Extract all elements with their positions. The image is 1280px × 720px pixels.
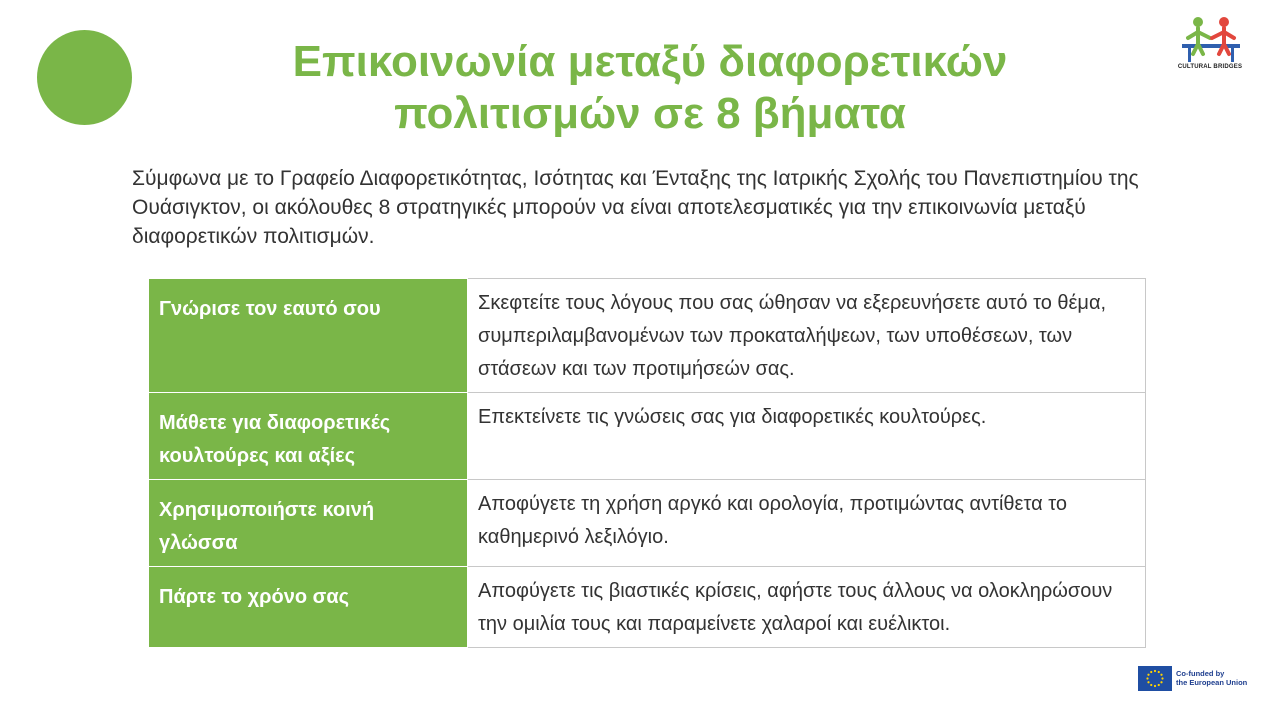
intro-paragraph: Σύμφωνα με το Γραφείο Διαφορετικότητας, Ισότητας και Ένταξης της Ιατρικής Σχολής του Πανεπιστημίου της Ουάσιγκτον, οι ακόλουθες 8 στρατηγικές μπορούν να είναι αποτελεσματικές για την επικοινωνία μεταξύ διαφορετικών πολιτισμών. xyxy=(132,167,1139,248)
eu-flag-icon xyxy=(1138,666,1172,691)
page-title xyxy=(180,36,1120,140)
strategy-description: Σκεφτείτε τους λόγους που σας ώθησαν να εξερευνήσετε αυτό το θέμα, συμπεριλαμβανομένων των προκαταλήψεων, των υποθέσεων, των στάσεων και των προτιμήσεών σας. xyxy=(468,279,1146,393)
eu-badge-line-1: Co-funded by xyxy=(1176,669,1225,678)
cultural-bridges-logo xyxy=(1172,14,1248,76)
strategy-label: Πάρτε το χρόνο σας xyxy=(149,567,468,648)
strategy-label: Χρησιμοποιήστε κοινή γλώσσα xyxy=(149,480,468,567)
strategy-description: Αποφύγετε τη χρήση αργκό και ορολογία, προτιμώντας αντίθετα το καθημερινό λεξιλόγιο. xyxy=(468,480,1146,567)
table-row xyxy=(149,480,1146,567)
cultural-bridges-icon xyxy=(1172,14,1248,64)
table-row xyxy=(149,393,1146,480)
page-title-line-1: Επικοινωνία μεταξύ διαφορετικών xyxy=(292,37,1008,86)
table-row xyxy=(149,567,1146,648)
page-title-line-2: πολιτισμών σε 8 βήματα xyxy=(394,89,906,138)
eu-badge-line-2: the European Union xyxy=(1176,678,1248,687)
eu-cofunded-badge xyxy=(1138,666,1258,692)
eu-badge-text xyxy=(1176,669,1260,687)
logo-name: CULTURAL BRIDGES xyxy=(1177,64,1243,70)
strategy-label: Μάθετε για διαφορετικές κουλτούρες και αξίες xyxy=(149,393,468,480)
decorative-green-circle xyxy=(37,30,132,125)
strategy-label: Γνώρισε τον εαυτό σου xyxy=(149,279,468,393)
strategies-table xyxy=(148,278,1146,648)
table-row xyxy=(149,279,1146,393)
strategy-description: Αποφύγετε τις βιαστικές κρίσεις, αφήστε τους άλλους να ολοκληρώσουν την ομιλία τους και παραμείνετε χαλαροί και ευέλικτοι. xyxy=(468,567,1146,648)
strategy-description: Επεκτείνετε τις γνώσεις σας για διαφορετικές κουλτούρες. xyxy=(468,393,1146,480)
